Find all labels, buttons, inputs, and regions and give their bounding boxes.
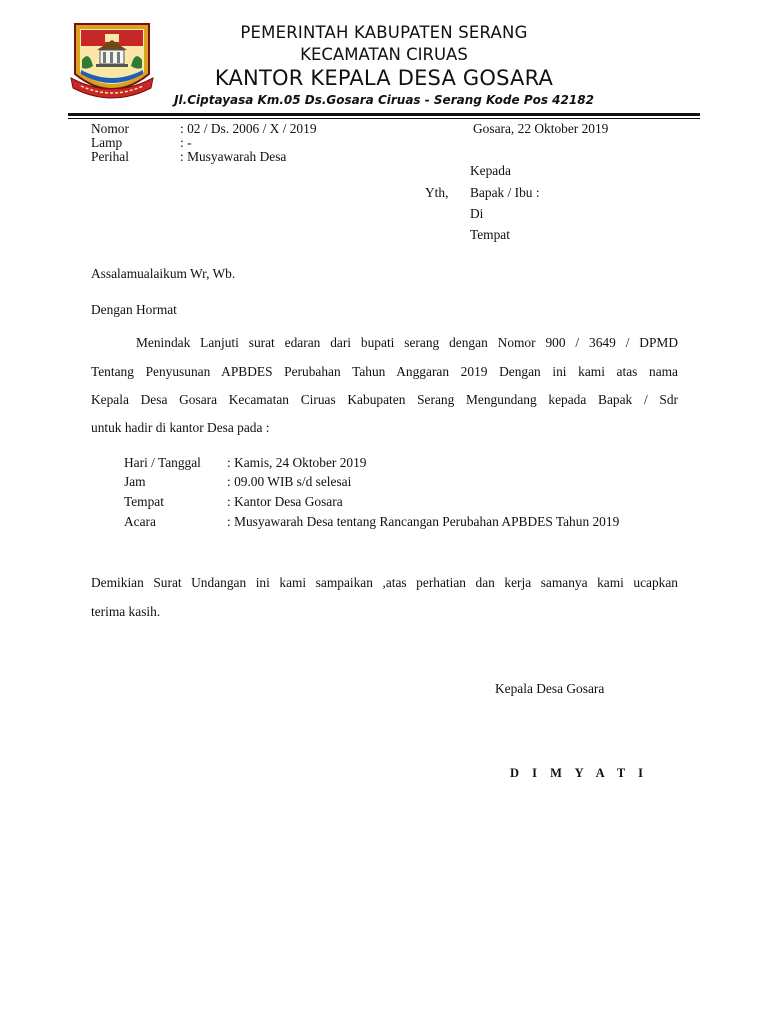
schedule-day-value: : Kamis, 24 Oktober 2019 — [227, 455, 367, 470]
schedule-agenda-label: Acara — [124, 514, 156, 529]
body-line: Menindak Lanjuti surat edaran dari bupati serang dengan Nomor 900 / 3649 / DPMD — [136, 335, 678, 350]
signature-name: D I M Y A T I — [510, 766, 648, 780]
recipient-tempat: Tempat — [470, 227, 510, 242]
perihal-label: Perihal — [91, 149, 129, 164]
schedule-place-value: : Kantor Desa Gosara — [227, 494, 343, 509]
schedule-time-value: : 09.00 WIB s/d selesai — [227, 474, 352, 489]
letterhead-address: Jl.Ciptayasa Km.05 Ds.Gosara Ciruas - Serang Kode Pos 42182 — [174, 93, 594, 107]
salutation: Assalamualaikum Wr, Wb. — [91, 266, 236, 281]
perihal-value: : Musyawarah Desa — [180, 149, 287, 164]
greeting: Dengan Hormat — [91, 302, 177, 317]
recipient-di: Di — [470, 206, 484, 221]
body-line: Tentang Penyusunan APBDES Perubahan Tahun Anggaran 2019 Dengan ini kami atas nama — [91, 364, 678, 379]
letterhead-government: PEMERINTAH KABUPATEN SERANG — [240, 23, 528, 42]
schedule-agenda-value: : Musyawarah Desa tentang Rancangan Perubahan APBDES Tahun 2019 — [227, 514, 620, 529]
recipient-yth: Yth, — [425, 185, 449, 200]
schedule-place-label: Tempat — [124, 494, 164, 509]
letterhead-divider-thick — [68, 113, 700, 116]
schedule-time-label: Jam — [124, 474, 146, 489]
nomor-label: Nomor — [91, 121, 129, 136]
letterhead-office: KANTOR KEPALA DESA GOSARA — [214, 66, 554, 90]
letterhead-district: KECAMATAN CIRUAS — [300, 45, 468, 64]
nomor-value: : 02 / Ds. 2006 / X / 2019 — [180, 121, 317, 136]
letter-date: Gosara, 22 Oktober 2019 — [473, 121, 609, 136]
closing-line: terima kasih. — [91, 604, 161, 619]
body-line: Kepala Desa Gosara Kecamatan Ciruas Kabupaten Serang Mengundang kepada Bapak / Sdr — [91, 392, 678, 407]
closing-line: Demikian Surat Undangan ini kami sampaikan ,atas perhatian dan kerja samanya kami ucapkan — [91, 575, 678, 590]
lamp-value: : - — [180, 135, 192, 150]
letterhead-divider-thin — [68, 118, 700, 119]
body-line: untuk hadir di kantor Desa pada : — [91, 420, 270, 435]
signature-title: Kepala Desa Gosara — [495, 681, 605, 696]
schedule-day-label: Hari / Tanggal — [124, 455, 201, 470]
lamp-label: Lamp — [91, 135, 123, 150]
recipient-addressee: Bapak / Ibu : — [470, 185, 540, 200]
recipient-kepada: Kepada — [470, 163, 511, 178]
